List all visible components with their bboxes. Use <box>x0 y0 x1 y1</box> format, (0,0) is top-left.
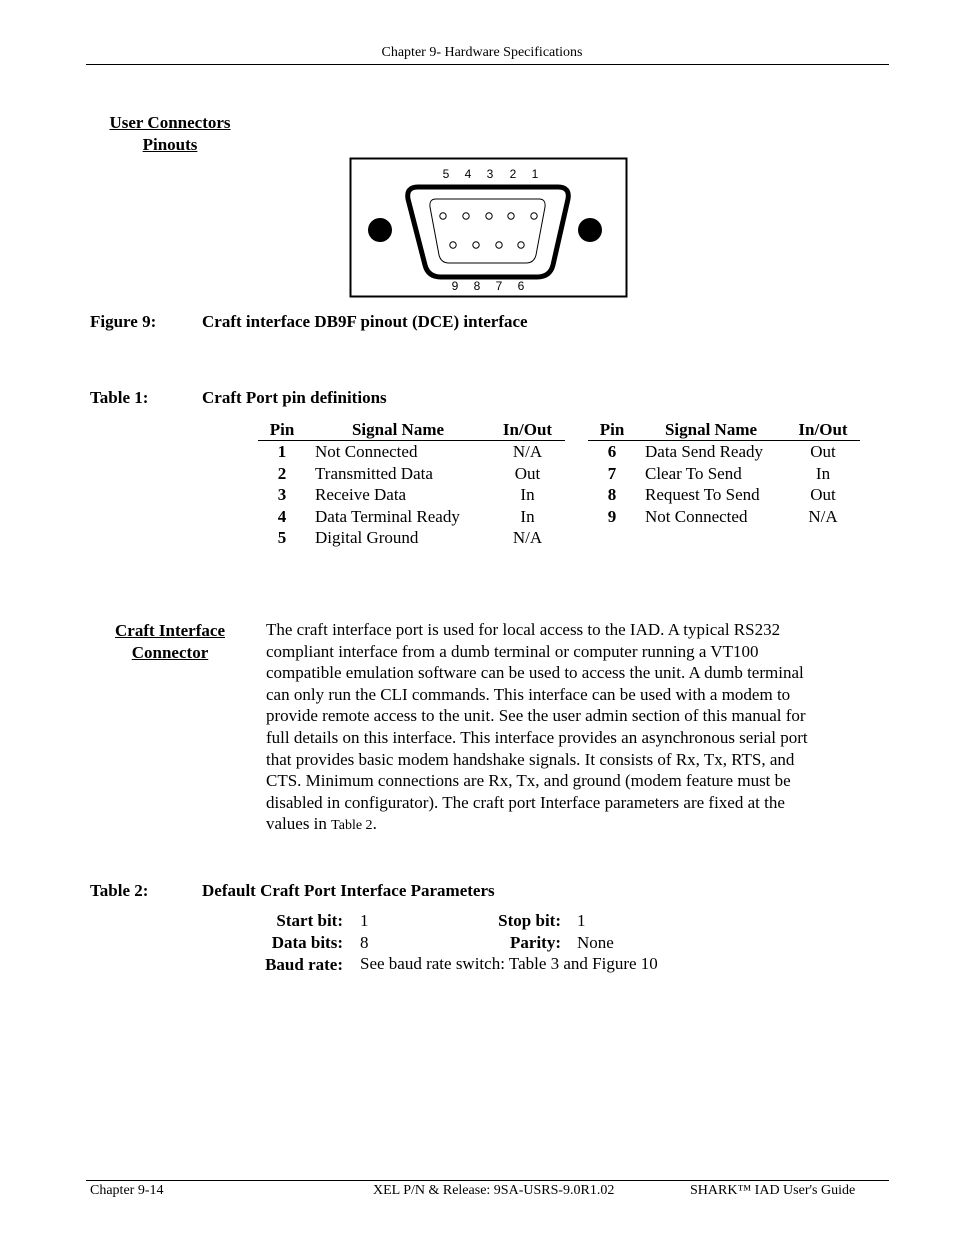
data-bits-label: Data bits: <box>271 933 343 952</box>
paragraph-line: provide remote access to the unit. See the user admin section of this manual for <box>266 706 806 726</box>
column-header-pin: Pin <box>588 419 636 441</box>
table-row <box>588 484 860 506</box>
table-caption <box>90 881 690 903</box>
signal-cell: Not Connected <box>645 506 748 526</box>
baud-rate-label: Baud rate: <box>265 955 343 974</box>
io-cell: In <box>815 463 831 483</box>
page-header: Chapter 9- Hardware Specifications <box>381 45 583 60</box>
column-header-io: In/Out <box>786 419 860 441</box>
paragraph-line: disabled in configurator). The craft port Interface parameters are fixed at the <box>266 792 785 812</box>
pin-cell: 9 <box>607 506 617 526</box>
pin-number-label: 5 <box>442 167 450 181</box>
table-title: Craft Port pin definitions <box>202 388 387 407</box>
table-title: Default Craft Port Interface Parameters <box>202 881 495 900</box>
table-number: Table 1: <box>90 388 149 407</box>
io-cell: N/A <box>512 528 543 547</box>
pin-hole-9 <box>450 242 456 248</box>
table-number: Table 2: <box>90 881 149 900</box>
figure-number: Figure 9: <box>90 312 157 331</box>
pin-cell: 3 <box>277 485 287 504</box>
pin-table-left <box>258 419 565 549</box>
table-header-row <box>588 419 860 441</box>
pin-cell: 2 <box>277 463 287 483</box>
table-reference: Table 2 <box>331 818 373 834</box>
paragraph-line: compatible emulation software can be used to access the unit. A dumb terminal <box>266 663 804 683</box>
table-row <box>258 527 565 549</box>
mounting-hole-right <box>578 218 602 242</box>
stop-bit-value: 1 <box>577 911 586 930</box>
mounting-hole-left <box>368 218 392 242</box>
pin-cell: 6 <box>607 442 617 461</box>
section-label-line2: Pinouts <box>142 135 198 154</box>
paragraph-line <box>266 813 886 837</box>
footer-chapter: Chapter 9-14 <box>90 1183 164 1198</box>
section-label-line1: User Connectors <box>109 113 231 132</box>
paragraph-text: values in <box>266 814 332 834</box>
signal-cell: Receive Data <box>315 485 407 504</box>
figure-title: Craft interface DB9F pinout (DCE) interface <box>202 312 528 331</box>
pin-hole-2 <box>508 213 514 219</box>
paragraph-line: CTS. Minimum connections are Rx, Tx, and ground (modem feature must be <box>266 771 791 791</box>
table-row <box>588 506 860 528</box>
footer-part-number: XEL P/N & Release: 9SA-USRS-9.0R1.02 <box>373 1183 615 1198</box>
signal-cell: Transmitted Data <box>315 463 433 483</box>
signal-cell: Clear To Send <box>645 463 742 483</box>
table-row <box>588 463 860 485</box>
pin-number-label: 8 <box>473 279 481 293</box>
footer-guide-title: SHARK™ IAD User's Guide <box>690 1183 856 1198</box>
pin-hole-3 <box>486 213 492 219</box>
signal-cell: Digital Ground <box>315 528 419 547</box>
io-cell: Out <box>810 485 836 504</box>
pin-cell: 5 <box>277 528 287 547</box>
signal-cell: Data Terminal Ready <box>315 506 460 526</box>
parity-value: None <box>577 933 614 952</box>
column-header-signal: Signal Name <box>306 419 490 441</box>
signal-cell: Request To Send <box>645 485 760 504</box>
pin-cell: 4 <box>277 506 287 526</box>
io-cell: In <box>520 485 535 504</box>
pin-number-label: 3 <box>486 167 494 181</box>
parity-label: Parity: <box>510 933 561 952</box>
pin-hole-1 <box>531 213 537 219</box>
signal-cell: Not Connected <box>315 442 418 461</box>
pin-number-label: 9 <box>451 279 459 293</box>
paragraph-line: that provides basic modem handshake signals. It consists of Rx, Tx, RTS, and <box>266 749 795 769</box>
footer-rule <box>86 1180 889 1181</box>
start-bit-value: 1 <box>360 911 369 930</box>
pin-table-right <box>588 419 860 527</box>
column-header-pin: Pin <box>258 419 306 441</box>
section-label-line1: Craft Interface <box>115 621 225 640</box>
pin-hole-8 <box>473 242 479 248</box>
io-cell: In <box>520 506 535 526</box>
craft-interface-paragraph <box>266 619 886 837</box>
table-row <box>258 463 565 485</box>
pin-hole-4 <box>463 213 469 219</box>
header-rule <box>86 64 889 65</box>
pin-number-label: 2 <box>509 167 517 181</box>
section-label-user-connectors <box>90 112 250 156</box>
table-row <box>258 441 565 463</box>
section-label-line2: Connector <box>131 643 209 662</box>
table-caption <box>90 388 690 410</box>
pin-number-label: 1 <box>531 167 539 181</box>
io-cell: N/A <box>512 442 543 461</box>
section-label-craft-interface <box>90 620 250 664</box>
pin-cell: 8 <box>607 485 617 504</box>
db9-connector-diagram <box>349 157 629 299</box>
pin-hole-5 <box>440 213 446 219</box>
figure-caption <box>90 312 690 334</box>
table-row <box>258 484 565 506</box>
baud-rate-value: See baud rate switch: Table 3 and Figure 10 <box>360 954 658 973</box>
pin-cell: 7 <box>607 463 617 483</box>
pin-number-label: 6 <box>517 279 525 293</box>
pin-cell: 1 <box>277 442 287 461</box>
table-row <box>258 506 565 528</box>
paragraph-line: The craft interface port is used for local access to the IAD. A typical RS232 <box>266 620 781 639</box>
data-bits-value: 8 <box>360 933 369 952</box>
pin-hole-7 <box>496 242 502 248</box>
io-cell: Out <box>810 442 836 461</box>
table-row <box>588 441 860 463</box>
pin-number-label: 7 <box>495 279 503 293</box>
paragraph-text: . <box>372 814 377 834</box>
signal-cell: Data Send Ready <box>645 442 764 461</box>
paragraph-line: compliant interface from a dumb terminal or computer running a VT100 <box>266 641 759 661</box>
column-header-io: In/Out <box>490 419 565 441</box>
stop-bit-label: Stop bit: <box>498 911 561 930</box>
pin-number-label: 4 <box>464 167 472 181</box>
paragraph-line: full details on this interface. This interface provides an asynchronous serial port <box>266 727 808 747</box>
start-bit-label: Start bit: <box>276 911 343 930</box>
io-cell: N/A <box>808 506 838 526</box>
io-cell: Out <box>514 463 541 483</box>
column-header-signal: Signal Name <box>636 419 786 441</box>
pin-hole-6 <box>518 242 524 248</box>
paragraph-line: can only run the CLI commands. This interface can be used with a modem to <box>266 684 791 704</box>
table-header-row <box>258 419 565 441</box>
